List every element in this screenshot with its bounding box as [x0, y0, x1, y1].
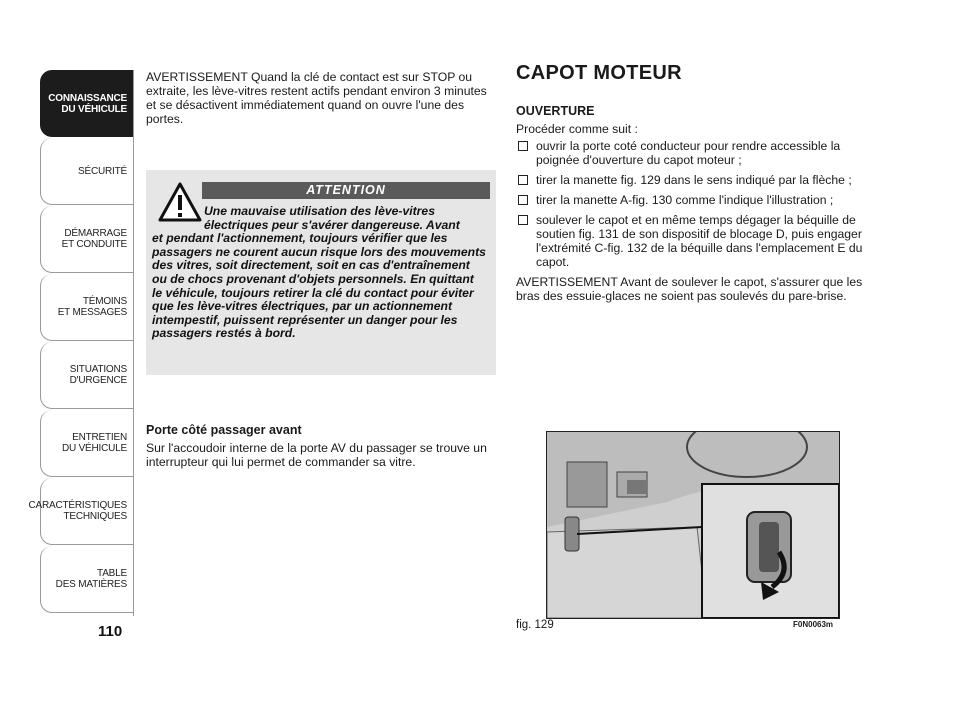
- list-item: tirer la manette A-fig. 130 comme l'indique l'illustration ;: [516, 193, 876, 207]
- tab-label: CONNAISSANCE DU VÉHICULE: [48, 92, 127, 115]
- checkbox-bullet-icon: [518, 141, 528, 151]
- tab-label: TÉMOINS ET MESSAGES: [57, 296, 127, 318]
- figure-code: F0N0063m: [793, 620, 834, 629]
- steps-list: [516, 139, 876, 269]
- warning-text: [152, 205, 486, 341]
- subsection-title: OUVERTURE: [516, 104, 595, 118]
- tab-label: ENTRETIEN DU VÉHICULE: [61, 432, 127, 454]
- tab-securite[interactable]: [40, 138, 134, 205]
- figure-caption: fig. 129: [516, 619, 554, 631]
- tab-table-matieres[interactable]: [40, 546, 134, 613]
- tab-label: CARACTÉRISTIQUES TECHNIQUES: [28, 500, 127, 522]
- checkbox-bullet-icon: [518, 175, 528, 185]
- warning-text-rest: et pendant l'actionnement, toujours vérifier que les passagers ne courent aucun risque lors des mouvements des vitres, soit directement, soit en cas d'entraînement ou de chocs provenant d'objets personnels. En quittant le véhicule, toujours retirer la clé du contact pour éviter que les lève-vitres électriques, par un actionnement intempestif, puissent représenter un danger pour les passagers restés à bord.: [152, 231, 486, 341]
- left-column: [146, 70, 496, 126]
- intro-text: Procéder comme suit :: [516, 122, 638, 136]
- list-item: ouvrir la porte coté conducteur pour rendre accessible la poignée d'ouverture du capot moteur ;: [516, 139, 876, 167]
- figure-129-illustration: [546, 431, 840, 619]
- checkbox-bullet-icon: [518, 215, 528, 225]
- list-item: soulever le capot et en même temps dégager la béquille de soutien fig. 131 de son dispositif de blocage D, puis engager l'extrémité C-fig. 132 de la béquille dans l'emplacement E du capot.: [516, 213, 876, 269]
- page-number: 110: [98, 623, 123, 640]
- porte-passager-section: [146, 423, 496, 469]
- chapter-sidebar: [28, 70, 134, 614]
- tab-connaissance-vehicule[interactable]: [40, 70, 134, 137]
- right-column: [516, 62, 876, 303]
- tab-label: SÉCURITÉ: [78, 165, 127, 177]
- tab-situations-urgence[interactable]: [40, 342, 134, 409]
- checkbox-bullet-icon: [518, 195, 528, 205]
- porte-title: Porte côté passager avant: [146, 423, 302, 437]
- tab-entretien-vehicule[interactable]: [40, 410, 134, 477]
- tab-label: SITUATIONS D'URGENCE: [69, 364, 127, 386]
- warning-title: ATTENTION: [202, 182, 490, 199]
- tab-label: TABLE DES MATIÈRES: [55, 568, 127, 590]
- warning-text-first: Une mauvaise utilisation des lève-vitres électriques peur s'avérer dangereuse. Avant: [204, 204, 460, 232]
- tab-caracteristiques-techniques[interactable]: [28, 478, 134, 545]
- porte-text: Sur l'accoudoir interne de la porte AV du passager se trouve un interrupteur qui lui permet de commander sa vitre.: [146, 441, 487, 469]
- dashboard-hood-lever-drawing: [547, 432, 839, 618]
- hood-notice: AVERTISSEMENT Avant de soulever le capot, s'assurer que les bras des essuie-glaces ne soient pas soulevés du pare-brise.: [516, 275, 863, 303]
- warning-box: [146, 170, 496, 375]
- tab-label: DÉMARRAGE ET CONDUITE: [61, 228, 127, 250]
- tab-temoins-messages[interactable]: [40, 274, 134, 341]
- window-notice: AVERTISSEMENT Quand la clé de contact est sur STOP ou extraite, les lève-vitres restent actifs pendant environ 3 minutes et se désactivent immédiatement quand on ouvre l'une des portes.: [146, 70, 487, 126]
- list-item: tirer la manette fig. 129 dans le sens indiqué par la flèche ;: [516, 173, 876, 187]
- sidebar-divider: [133, 70, 134, 616]
- tab-demarrage-conduite[interactable]: [40, 206, 134, 273]
- section-title: CAPOT MOTEUR: [516, 62, 682, 84]
